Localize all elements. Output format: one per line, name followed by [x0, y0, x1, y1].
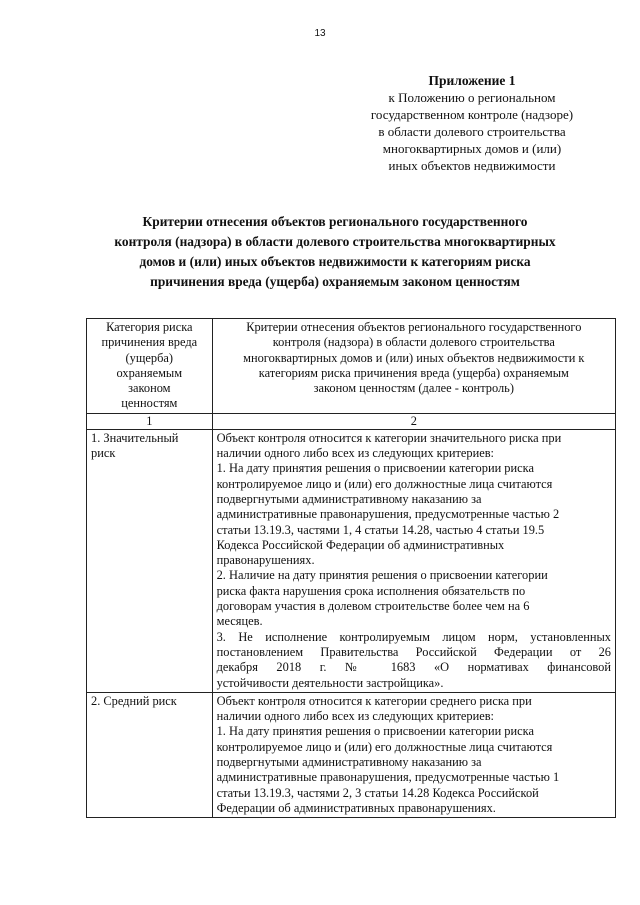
- criteria-line: контролируемое лицо и (или) его должностные лица считаются: [216, 476, 553, 491]
- criteria-line: статьи 13.19.3, частями 1, 4 статьи 14.28, частью 4 статьи 19.5: [216, 522, 545, 537]
- criteria-line: статьи 13.19.3, частями 2, 3 статьи 14.28 Кодекса Российской: [216, 785, 539, 800]
- appendix-title: Приложение 1: [428, 73, 516, 88]
- document-title-line: Критерии отнесения объектов регионального государственного: [142, 214, 528, 229]
- criteria-significant: [212, 429, 615, 692]
- criteria-line: постановлением Правительства Российской Федерации от 26: [216, 644, 611, 659]
- table-row: [87, 429, 616, 692]
- header-risk-category: [87, 319, 213, 414]
- criteria-line: административные правонарушения, предусмотренные частью 1: [216, 770, 560, 785]
- criteria-line: Федерации об административных правонарушениях.: [216, 800, 496, 815]
- appendix-line: в области долевого строительства: [378, 124, 566, 139]
- criteria-line: 1. На дату принятия решения о присвоении категории риска: [216, 461, 534, 476]
- risk-criteria-table: [86, 318, 616, 818]
- category-line: 1. Значительный: [91, 430, 179, 445]
- header-line: законом ценностям (далее - контроль): [313, 381, 514, 396]
- criteria-line: договорам участия в долевом строительстве более чем на 6: [216, 599, 530, 614]
- column-number: 2: [212, 413, 615, 429]
- header-line: законом: [128, 381, 171, 396]
- appendix-line: государственном контроле (надзоре): [370, 107, 574, 122]
- header-line: категориям риска причинения вреда (ущерба) охраняемым: [258, 365, 569, 380]
- criteria-line: риска факта нарушения срока исполнения обязательств по: [216, 583, 526, 598]
- criteria-line: наличии одного либо всех из следующих критериев:: [216, 446, 495, 461]
- appendix-line: иных объектов недвижимости: [388, 158, 556, 173]
- column-number: 1: [87, 413, 213, 429]
- criteria-line: декабря 2018 г. № 1683 «О нормативах финансовой: [216, 660, 611, 675]
- appendix-line: многоквартирных домов и (или): [382, 141, 562, 156]
- category-line: риск: [91, 446, 116, 461]
- header-line: ценностям: [121, 396, 178, 411]
- criteria-line: 3. Не исполнение контролируемым лицом норм, установленных: [216, 629, 611, 644]
- document-title: [70, 212, 600, 292]
- criteria-medium: [212, 692, 615, 817]
- header-line: контроля (надзора) в области долевого строительства: [272, 335, 555, 350]
- document-title-line: домов и (или) иных объектов недвижимости к категориям риска: [139, 254, 531, 269]
- criteria-line: 2. Наличие на дату принятия решения о присвоении категории: [216, 568, 548, 583]
- column-number-row: [87, 413, 616, 429]
- criteria-line: устойчивости деятельности застройщика».: [216, 675, 444, 690]
- table-header-row: [87, 319, 616, 414]
- criteria-line: подвергнутыми административному наказанию за: [216, 755, 482, 770]
- header-line: многоквартирных домов и (или) иных объектов недвижимости к: [243, 350, 585, 365]
- criteria-line: подвергнутыми административному наказанию за: [216, 491, 482, 506]
- risk-category-medium: [87, 692, 213, 817]
- criteria-line: Объект контроля относится к категории среднего риска при: [216, 693, 532, 708]
- appendix-line: к Положению о региональном: [388, 90, 556, 105]
- criteria-line: Кодекса Российской Федерации об административных: [216, 537, 505, 552]
- criteria-line: наличии одного либо всех из следующих критериев:: [216, 709, 495, 724]
- criteria-line: правонарушениях.: [216, 553, 315, 568]
- page-number: 13: [314, 28, 326, 39]
- header-line: охраняемым: [116, 365, 183, 380]
- header-criteria: [212, 319, 615, 414]
- header-line: причинения вреда: [101, 335, 198, 350]
- criteria-line: контролируемое лицо и (или) его должностные лица считаются: [216, 739, 553, 754]
- risk-category-significant: [87, 429, 213, 692]
- header-line: Критерии отнесения объектов регионального государственного: [246, 320, 582, 334]
- document-title-line: контроля (надзора) в области долевого строительства многоквартирных: [114, 234, 556, 249]
- document-title-line: причинения вреда (ущерба) охраняемым законом ценностям: [150, 274, 520, 289]
- criteria-line: административные правонарушения, предусмотренные частью 2: [216, 507, 560, 522]
- criteria-line: Объект контроля относится к категории значительного риска при: [216, 430, 562, 445]
- criteria-line: месяцев.: [216, 614, 263, 629]
- criteria-line: 1. На дату принятия решения о присвоении категории риска: [216, 724, 534, 739]
- appendix-block: [322, 72, 622, 174]
- header-line: Категория риска: [106, 320, 193, 334]
- category-line: 2. Средний риск: [91, 693, 177, 708]
- table-row: [87, 692, 616, 817]
- header-line: (ущерба): [125, 350, 174, 365]
